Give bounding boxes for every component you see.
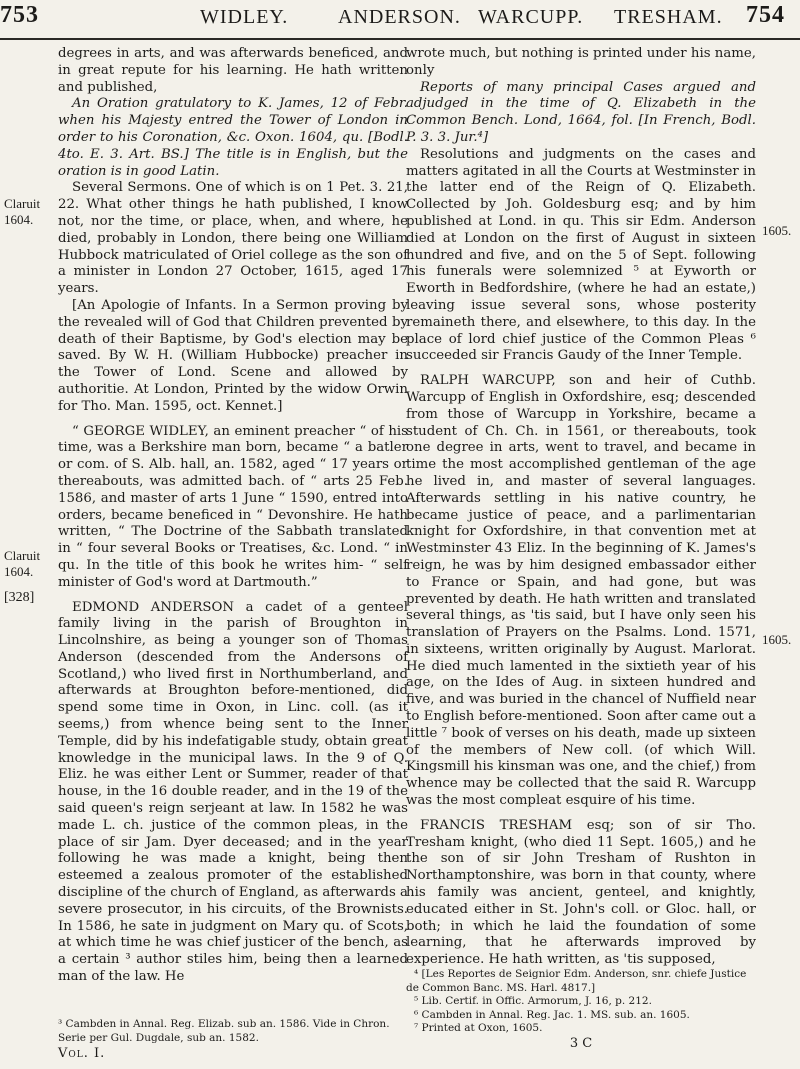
widley-biography: “ GEORGE WIDLEY, an eminent preacher “ of his time, was a Berkshire man born, became “ a batler or com. of S. Alb. hall, an. 1582, aged “ 17 years or thereabouts, was admitted bach. of “ arts 25 Feb. 1586, and master of arts 1 June “ 1590, entred into orders, became beneficed in “ Devonshire. He hath written, “ The Doctrine of the Sabbath translated in “ four several Books or Treatises, &c. Lond. “ in qu. In the title of this book he writes him- “ self minister of God's word at Dartmouth.”	[58, 423, 408, 590]
margin-note-1605-b: 1605.	[762, 632, 792, 647]
margin-note-1605-a: 1605.	[762, 223, 792, 238]
footnote-7: ⁷ Printed at Oxon, 1605.	[414, 1022, 543, 1034]
footnote-5: ⁵ Lib. Certif. in Offic. Armorum, J. 16, p. 212.	[414, 995, 652, 1007]
margin-note-claruit-1: Claruit 1604.	[4, 196, 41, 227]
page-number-left: 753	[0, 2, 39, 28]
signature-mark: 3 C	[569, 1035, 593, 1051]
right-column	[406, 46, 756, 969]
running-head-tresham: TRESHAM.	[614, 6, 723, 28]
entry-oration: An Oration gratulatory to K. James, 12 of Febr. when his Majesty entred the Tower of London in order to his Coronation, &c. Oxon. 1604, qu. [Bodl. 4to. E. 3. Art. BS.] The title is in English, but the oration is in good Latin.	[58, 96, 408, 179]
left-footnote: ³ Cambden in Annal. Reg. Elizab. sub an. 1586. Vide in Chron. Serie per Gul. Dugdale, sub an. 1582.	[58, 1018, 390, 1044]
margin-note-page-ref: [328]	[4, 590, 35, 605]
running-head-warcupp: WARCUPP.	[478, 6, 584, 28]
footnote-6: ⁶ Cambden in Annal. Reg. Jac. 1. MS. sub. an. 1605.	[414, 1008, 690, 1021]
paragraph-hubbock-intro: degrees in arts, and was afterwards beneficed, and in great repute for his learning. He hath written and published,	[58, 46, 408, 95]
header-rule	[0, 38, 800, 40]
footnote-4: ⁴ [Les Reportes de Seignior Edm. Anderson, snr. chiefe Justice de Common Banc. MS. Harl. 4817.]	[406, 968, 747, 994]
page-header	[0, 0, 800, 40]
anderson-continued: wrote much, but nothing is printed under his name, only	[406, 46, 756, 78]
entry-sermons: Several Sermons. One of which is on 1 Pet. 3. 21, 22. What other things he hath published, I know not, nor the time, or place, when, and where, he died, probably in London, there being one William Hubbock matriculated of Oriel college as the son of a minister in London 27 October, 1615, aged 17 years.	[58, 180, 408, 297]
entry-resolutions: Resolutions and judgments on the cases and matters agitated in all the Courts at Westminster in the latter end of the Reign of Q. Elizabeth. Collected by Joh. Goldesburg esq; and by him published at Lond. in qu. This sir Edm. Anderson died at London on the first of August in sixteen hundred and five, and on the 5 of Sept. following his funerals were solemnized ⁵ at Eyworth or Eworth in Bedfordshire, (where he had an estate,) leaving issue several sons, whose posterity remaineth there, and elsewhere, to this day. In the place of lord chief justice of the Common Pleas ⁶ succeeded sir Francis Gaudy of the Inner Temple.	[406, 146, 756, 364]
running-head-anderson: ANDERSON.	[338, 6, 461, 28]
right-footnotes	[406, 968, 756, 1050]
running-head-widley: WIDLEY.	[200, 6, 289, 28]
left-column	[58, 46, 408, 986]
anderson-biography: EDMOND ANDERSON a cadet of a genteel family living in the parish of Broughton in Lincolnshire, as being a younger son of Thomas Anderson (descended from the Andersons of Scotland,) who lived first in Northumberland, and afterwards at Broughton before-mentioned, did spend some time in Oxon, in Linc. coll. (as it seems,) from whence being sent to the Inner Temple, did by his indefatigable study, obtain great knowledge in the municipal laws. In the 9 of Q. Eliz. he was either Lent or Summer, reader of that house, in the 16 double reader, and in the 19 of the said queen's reign serjeant at law. In 1582 he was made L. ch. justice of the common pleas, in the place of sir Jam. Dyer deceased; and in the year following he was made a knight, being then esteemed a zealous promoter of the established discipline of the church of England, as afterwards a severe prosecutor, in his circuits, of the Brownists. In 1586, he sate in judgment on Mary qu. of Scots, at which time he was chief justicer of the bench, as a certain ³ author stiles him, being then a learned man of the law. He	[58, 599, 408, 985]
entry-apologie: [An Apologie of Infants. In a Sermon proving by the revealed will of God that Children prevented by death of their Baptisme, by God's election may be saved. By W. H. (William Hubbocke) preacher in the Tower of Lond. Scene and allowed by authoritie. At London, Printed by the widow Orwin for Tho. Man. 1595, oct. Kennet.]	[58, 297, 408, 414]
page-number-right: 754	[746, 2, 785, 28]
tresham-biography: FRANCIS TRESHAM esq; son of sir Tho. Tresham knight, (who died 11 Sept. 1605,) and he the son of sir John Tresham of Rushton in Northamptonshire, was born in that county, where his family was ancient, genteel, and knightly, educated either in St. John's coll. or Gloc. hall, or both; in which he laid the foundation of some learning, that he afterwards improved by experience. He hath written, as 'tis supposed,	[406, 817, 756, 968]
warcupp-biography: RALPH WARCUPP, son and heir of Cuthb. Warcupp of English in Oxfordshire, esq; descended from those of Warcupp in Yorkshire, became a student of Ch. Ch. in 1561, or thereabouts, took one degree in arts, went to travel, and became in time the most accomplished gentleman of the age he lived in, and master of several languages. Afterwards settling in his native country, he became justice of peace, and a parlimentarian knight for Oxfordshire, in that convention met at Westminster 43 Eliz. In the beginning of K. James's reign, he was by him designed embassador either to France or Spain, and had gone, but was prevented by death. He hath written and translated several things, as 'tis said, but I have only seen his translation of Prayers on the Psalms. Lond. 1571, in sixteens, written originally by August. Marlorat. He died much lamented in the sixtieth year of his age, on the Ides of Aug. in sixteen hundred and five, and was buried in the chancel of Nuffield near to English before-mentioned. Soon after came out a little ⁷ book of verses on his death, made up sixteen of the members of New coll. (of which Will. Kingsmill his kinsman was one, and the chief,) from whence may be collected that the said R. Warcupp was the most compleat esquire of his time.	[406, 373, 756, 809]
volume-label: Vol. I.	[58, 1046, 106, 1061]
entry-reports: Reports of many principal Cases argued and adjudged in the time of Q. Elizabeth in the Common Bench. Lond, 1664, fol. [In French, Bodl. P. 3. 3. Jur.⁴]	[406, 79, 756, 145]
margin-note-claruit-2: Claruit 1604.	[4, 548, 41, 579]
